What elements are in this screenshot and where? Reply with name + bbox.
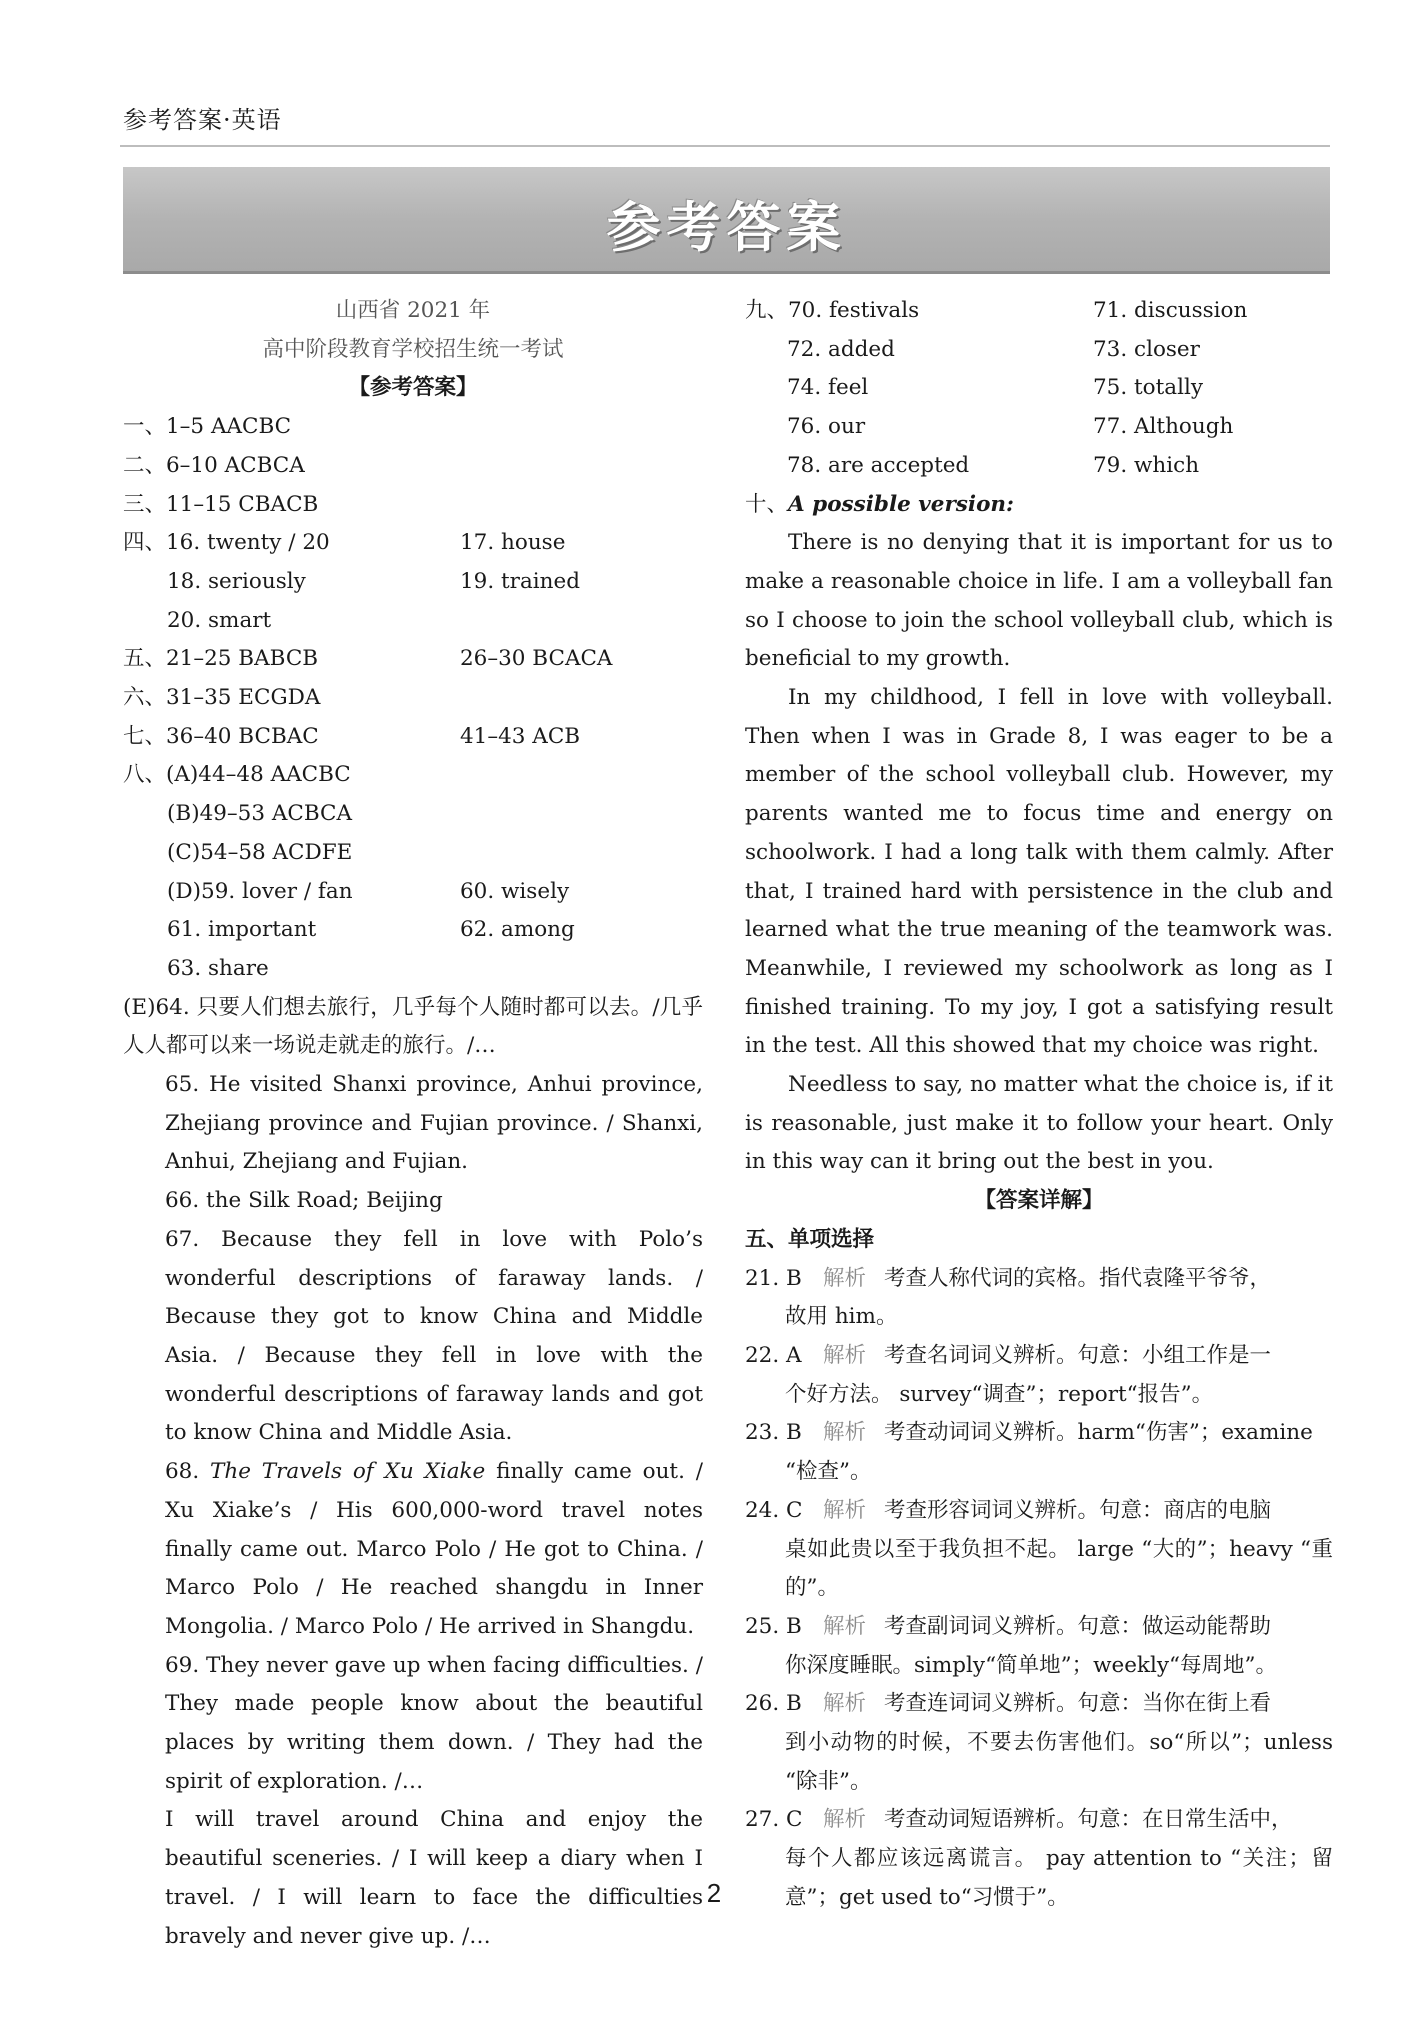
answer-cell: 九、70. festivals — [745, 298, 920, 323]
item-answer: 22. A — [745, 1342, 802, 1368]
answer-cell: 78. are accepted — [787, 452, 970, 478]
item-continuation: “检查”。 — [785, 1459, 872, 1485]
item-continuation: 每个人都应该远离谎言。 pay attention to “关注；留意”；get used to“习惯于”。 — [785, 1846, 1333, 1910]
answer-row — [123, 718, 703, 757]
answer-cell: 四、16. twenty / 20 — [123, 530, 330, 556]
essay-paragraph: Needless to say, no matter what the choice is, if it is reasonable, just make it to follow your heart. Only in this way can it bring out the best in you. — [745, 1072, 1333, 1175]
jiexi-label: 解析 — [823, 1342, 867, 1368]
answer-line: 八、(A)44–48 AACBC — [123, 762, 351, 788]
item-text: 考查连词词义辨析。句意：当你在街上看 — [884, 1691, 1272, 1717]
answer-paragraph: (E)64. 只要人们想去旅行，几乎每个人随时都可以去。/几乎人人都可以来一场说走就走的旅行。/… — [123, 994, 703, 1059]
jiexi-label: 解析 — [823, 1691, 867, 1717]
jiexi-label: 解析 — [823, 1807, 867, 1833]
answer-paragraph: 65. He visited Shanxi province, Anhui province, Zhejiang province and Fujian province. / Shanxi, Anhui, Zhejiang and Fujian. — [165, 1072, 703, 1175]
answer-line: (B)49–53 ACBCA — [167, 801, 353, 827]
right-column — [745, 292, 1333, 1918]
jiexi-label: 解析 — [823, 1420, 867, 1446]
answer-cell: 五、21–25 BABCB — [123, 646, 319, 672]
answer-line: 63. share — [167, 955, 269, 981]
answer-line: 一、1–5 AACBC — [123, 414, 292, 440]
answer-number: 68. — [165, 1459, 211, 1485]
answer-cell: 41–43 ACB — [460, 723, 581, 749]
answer-cell: 17. house — [460, 530, 566, 556]
answer-row — [123, 873, 703, 912]
jiexi-label: 解析 — [823, 1497, 867, 1523]
exam-name-line1: 山西省 2021 年 — [335, 298, 491, 323]
answer-row — [745, 369, 1333, 408]
banner-title: 参考答案 — [606, 195, 847, 259]
answer-row — [123, 563, 703, 602]
essay-paragraph: In my childhood, I fell in love with volleyball. Then when I was in Grade 8, I was eager to be a member of the school volleyball club. However, my parents wanted me to focus time and energy on schoolwork. I had a long talk with them calmly. After that, I trained hard with persistence in the club and learned what the true meaning of the teamwork was. Meanwhile, I reviewed my schoolwork as long as I finished training. To my joy, I got a satisfying result in the test. All this showed that my choice was right. — [745, 685, 1333, 1059]
answer-cell: 62. among — [460, 917, 575, 943]
item-text: 考查动词词义辨析。harm“伤害”；examine — [884, 1420, 1313, 1446]
exam-name-line2: 高中阶段教育学校招生统一考试 — [262, 336, 564, 362]
answer-line: 三、11–15 CBACB — [123, 491, 319, 517]
header-rule — [120, 145, 1330, 147]
answer-cell: 73. closer — [1093, 336, 1200, 362]
explanation-item — [745, 1260, 1333, 1337]
answer-paragraph: 69. They never gave up when facing difficulties. / They made people know about the beautiful places by writing them down. / They had the spirit of exploration. /… — [165, 1652, 703, 1794]
explanation-item — [745, 1414, 1333, 1491]
section-label: 十、 — [745, 491, 789, 517]
answer-line: 六、31–35 ECGDA — [123, 685, 321, 711]
item-text: 考查形容词词义辨析。句意：商店的电脑 — [884, 1497, 1272, 1523]
item-text: 考查动词短语辨析。句意：在日常生活中， — [884, 1807, 1293, 1833]
running-head: 参考答案·英语 — [123, 106, 282, 134]
answer-row — [123, 911, 703, 950]
section-title: 五、单项选择 — [745, 1226, 875, 1252]
answer-row — [745, 331, 1333, 370]
item-text: 考查副词词义辨析。句意：做运动能帮助 — [884, 1613, 1272, 1639]
jiexi-label: 解析 — [823, 1265, 867, 1291]
item-text: 考查名词词义辨析。句意：小组工作是一 — [884, 1342, 1272, 1368]
essay-heading-text: A possible version: — [788, 491, 1014, 517]
item-answer: 21. B — [745, 1265, 802, 1291]
answer-row — [123, 524, 703, 563]
answer-cell: 74. feel — [787, 375, 869, 401]
answer-cell: 71. discussion — [1093, 298, 1248, 323]
answers-tag: 【参考答案】 — [348, 375, 478, 401]
answer-cell: 72. added — [787, 336, 895, 362]
item-answer: 25. B — [745, 1613, 802, 1639]
answer-cell: 18. seriously — [167, 568, 306, 594]
book-title: The Travels of Xu Xiake — [210, 1459, 486, 1485]
answer-cell: 75. totally — [1093, 375, 1203, 401]
answer-cell: 61. important — [167, 917, 317, 943]
answer-row — [123, 640, 703, 679]
answer-cell: 60. wisely — [460, 878, 570, 904]
page-number: 2 — [706, 1878, 722, 1908]
answer-cell: 26–30 BCACA — [460, 646, 613, 672]
item-answer: 26. B — [745, 1691, 802, 1717]
jiexi-label: 解析 — [823, 1613, 867, 1639]
item-continuation: 到小动物的时候，不要去伤害他们。so“所以”；unless “除非”。 — [785, 1730, 1333, 1794]
title-banner — [123, 167, 1330, 274]
item-continuation: 你深度睡眠。simply“简单地”；weekly“每周地”。 — [785, 1652, 1277, 1678]
item-answer: 24. C — [745, 1497, 803, 1523]
essay-paragraph: There is no denying that it is important for us to make a reasonable choice in life. I am a volleyball fan so I choose to join the school volleyball club, which is beneficial to my growth. — [745, 530, 1333, 672]
answer-line: 20. smart — [167, 607, 272, 633]
item-answer: 23. B — [745, 1420, 802, 1446]
item-continuation: 个好方法。 survey“调查”；report“报告”。 — [785, 1381, 1214, 1407]
item-answer: 27. C — [745, 1807, 803, 1833]
answer-line: 二、6–10 ACBCA — [123, 452, 305, 478]
answer-row — [745, 447, 1333, 486]
item-text: 考查人称代词的宾格。指代袁隆平爷爷， — [884, 1265, 1272, 1291]
answer-text: finally came out. / Xu Xiake’s / His 600,000-word travel notes finally came out. Marco Polo / He got to China. / Marco Polo / He reached shangdu in Inner Mongolia. / Marco Polo / He arrived in Shangdu. — [165, 1459, 703, 1639]
answer-cell: 76. our — [787, 414, 866, 440]
answer-cell: 77. Although — [1093, 414, 1234, 440]
essay-heading — [745, 486, 1333, 525]
answer-cell: 79. which — [1093, 452, 1200, 478]
item-continuation: 桌如此贵以至于我负担不起。 large “大的”；heavy “重的”。 — [785, 1536, 1333, 1601]
answer-cell: 七、36–40 BCBAC — [123, 723, 319, 749]
answer-cell: 19. trained — [460, 568, 580, 594]
answer-paragraph — [123, 1453, 703, 1647]
answer-paragraph: 67. Because they fell in love with Polo’s wonderful descriptions of faraway lands. / Because they got to know China and Middle Asia. / Because they fell in love with the wonderful descriptions of faraway lands and got to know China and Middle Asia. — [165, 1226, 703, 1446]
explanation-item — [745, 1492, 1333, 1608]
answer-paragraph: I will travel around China and enjoy the beautiful sceneries. / I will keep a diary when I travel. / I will learn to face the difficulties bravely and never give up. /… — [165, 1807, 703, 1949]
explanation-item — [745, 1608, 1333, 1685]
answer-row — [745, 408, 1333, 447]
answer-line: 66. the Silk Road; Beijing — [165, 1188, 443, 1214]
item-continuation: 故用 him。 — [785, 1304, 898, 1330]
answer-row — [745, 292, 1333, 331]
explanation-item — [745, 1685, 1333, 1801]
answer-cell: (D)59. lover / fan — [167, 878, 353, 904]
explanation-item — [745, 1337, 1333, 1414]
answer-line: (C)54–58 ACDFE — [167, 839, 353, 865]
left-column — [123, 292, 703, 1956]
details-tag: 【答案详解】 — [974, 1188, 1104, 1214]
